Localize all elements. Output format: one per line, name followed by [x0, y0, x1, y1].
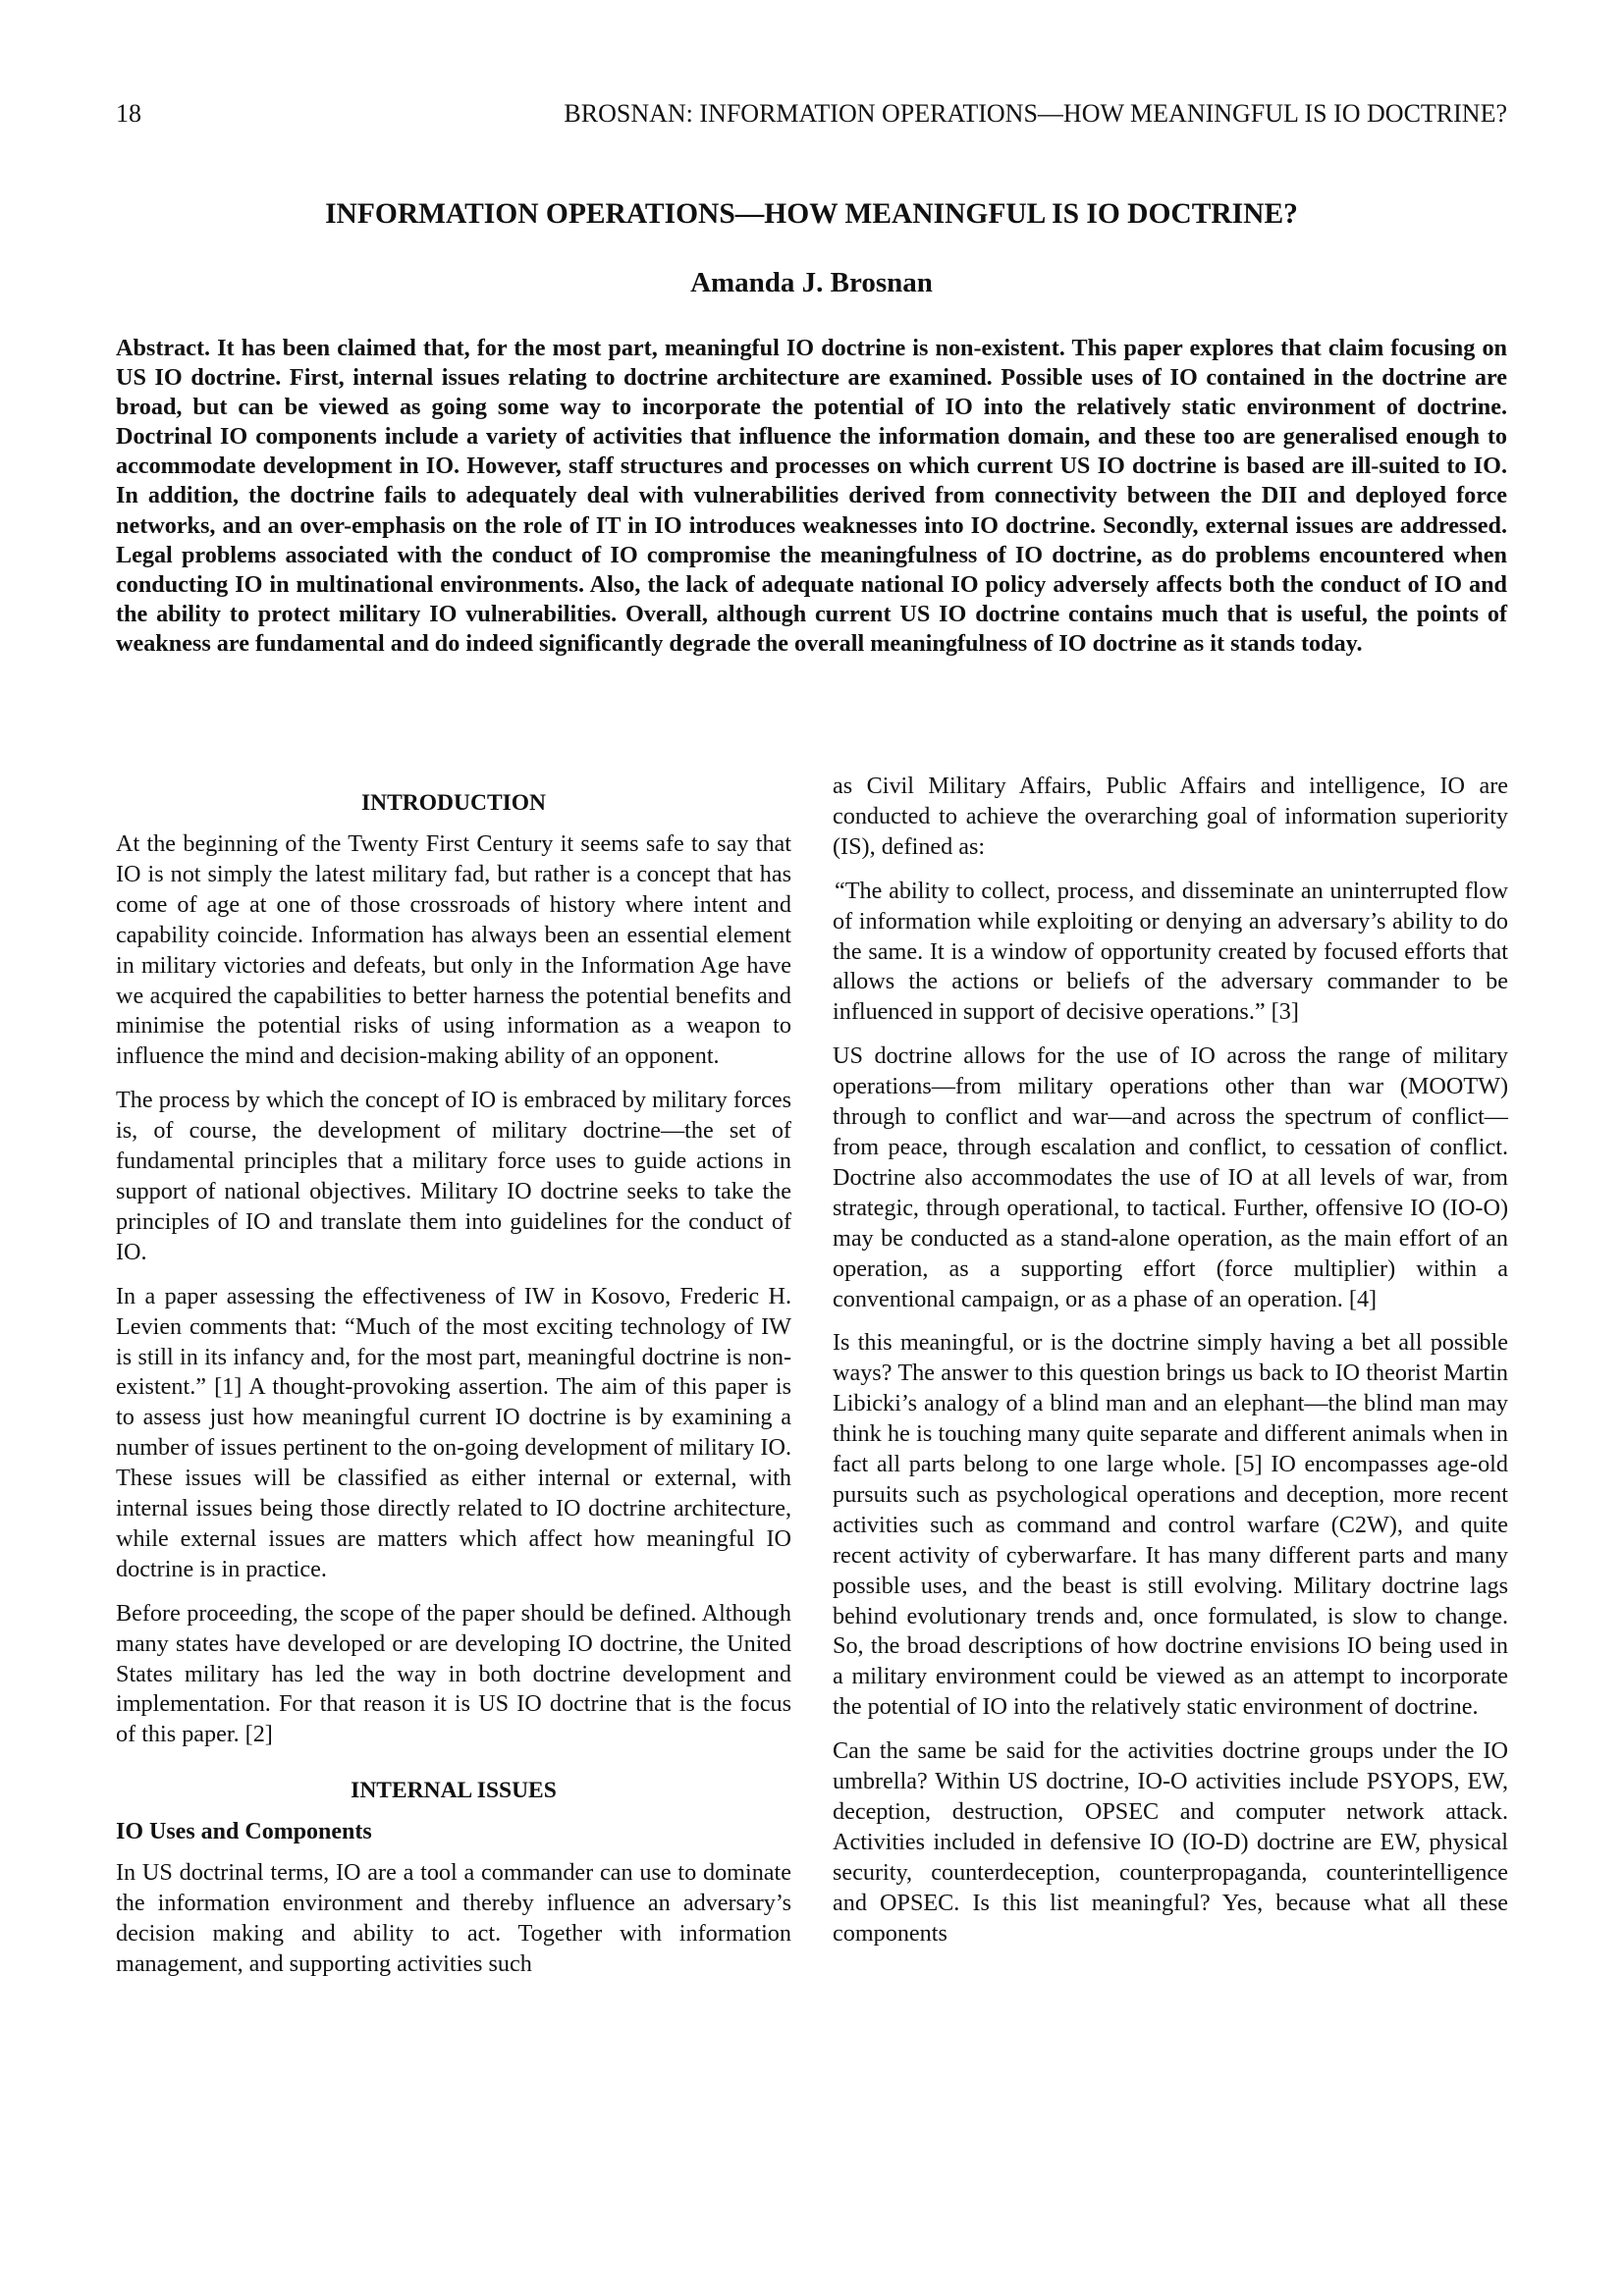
- right-column: [833, 772, 1508, 1963]
- paper-author: Amanda J. Brosnan: [690, 267, 933, 298]
- page-number: 18: [116, 99, 141, 128]
- body-paragraph: US doctrine allows for the use of IO across the range of military operations—from military operations other than war (MOOTW) through to conflict and war—and across the spectrum of conflict—from peace, through escalation and conflict, to cessation of conflict. Doctrine also accommodates the use of IO at all levels of war, from strategic, through operational, to tactical. Further, offensive IO (IO-O) may be conducted as a stand-alone operation, as the main effort of an operation, as a supporting effort (force multiplier) within a conventional campaign, or as a phase of an operation. [4]: [833, 1042, 1508, 1312]
- left-column: [116, 788, 791, 1994]
- body-paragraph: At the beginning of the Twenty First Century it seems safe to say that IO is not simply the latest military fad, but rather is a concept that has come of age at one of those crossroads of history where intent and capability coincide. Information has always been an essential element in military victories and defeats, but only in the Information Age have we acquired the capabilities to better harness the potential benefits and minimise the potential risks of using information as a weapon to influence the mind and decision-making ability of an opponent.: [116, 830, 791, 1070]
- body-paragraph: Can the same be said for the activities doctrine groups under the IO umbrella? Within US doctrine, IO-O activities include PSYOPS, EW, deception, destruction, OPSEC and computer network attack. Activities included in defensive IO (IO-D) doctrine are EW, physical security, counterdeception, counterpropaganda, counterintelligence and OPSEC. Is this list meaningful? Yes, because what all these components: [833, 1737, 1508, 1947]
- section-heading-introduction: INTRODUCTION: [360, 790, 547, 816]
- running-title: BROSNAN: INFORMATION OPERATIONS—HOW MEANINGFUL IS IO DOCTRINE?: [564, 99, 1507, 128]
- body-paragraph: In a paper assessing the effectiveness of IW in Kosovo, Frederic H. Levien comments that: “Much of the most exciting technology of IW is still in its infancy and, for the most part, meaningful doctrine is non-existent.” [1] A thought-provoking assertion. The aim of this paper is to assess just how meaningful current IO doctrine is by examining a number of issues pertinent to the on-going development of military IO. These issues will be classified as either internal or external, with internal issues being those directly related to IO doctrine architecture, while external issues are matters which affect how meaningful IO doctrine is in practice.: [116, 1282, 791, 1582]
- running-header: [116, 98, 1507, 130]
- block-quote: “The ability to collect, process, and disseminate an uninterrupted flow of information while exploiting or denying an adversary’s ability to do the same. It is a window of opportunity created by focused efforts that allows the actions or beliefs of the adversary commander to be influenced in support of decisive operations.” [3]: [833, 877, 1508, 1026]
- subheading-io-uses-components: IO Uses and Components: [116, 1819, 372, 1845]
- body-paragraph: In US doctrinal terms, IO are a tool a commander can use to dominate the information environment and thereby influence an adversary’s decision making and ability to act. Together with information management, and supporting activities such: [116, 1859, 791, 1977]
- body-paragraph: as Civil Military Affairs, Public Affairs and intelligence, IO are conducted to achieve the overarching goal of information superiority (IS), defined as:: [833, 773, 1508, 860]
- section-heading-internal-issues: INTERNAL ISSUES: [351, 1778, 557, 1804]
- body-paragraph: Is this meaningful, or is the doctrine simply having a bet all possible ways? The answer to this question brings us back to IO theorist Martin Libicki’s analogy of a blind man and an elephant—the blind man may think he is touching many quite separate and different animals when in fact all parts belong to one large whole. [5] IO encompasses age-old pursuits such as psychological operations and deception, more recent activities such as command and control warfare (C2W), and quite recent activity of cyberwarfare. It has many different parts and many possible uses, and the beast is still evolving. Military doctrine lags behind evolutionary trends and, once formulated, is slow to change. So, the broad descriptions of how doctrine envisions IO being used in a military environment could be viewed as an attempt to incorporate the potential of IO into the relatively static environment of doctrine.: [833, 1329, 1508, 1721]
- abstract: Abstract. It has been claimed that, for the most part, meaningful IO doctrine is non-existent. This paper explores that claim focusing on US IO doctrine. First, internal issues relating to doctrine architecture are examined. Possible uses of IO contained in the doctrine are broad, but can be viewed as going some way to incorporate the potential of IO into the relatively static environment of doctrine. Doctrinal IO components include a variety of activities that influence the information domain, and these too are generalised enough to accommodate development in IO. However, staff structures and processes on which current US IO doctrine is based are ill-suited to IO. In addition, the doctrine fails to adequately deal with vulnerabilities derived from connectivity between the DII and deployed force networks, and an over-emphasis on the role of IT in IO introduces weaknesses into IO doctrine. Secondly, external issues are addressed. Legal problems associated with the conduct of IO compromise the meaningfulness of IO doctrine, as do problems encountered when conducting IO in multinational environments. Also, the lack of adequate national IO policy adversely affects both the conduct of IO and the ability to protect military IO vulnerabilities. Overall, although current US IO doctrine contains much that is useful, the points of weakness are fundamental and do indeed significantly degrade the overall meaningfulness of IO doctrine as it stands today.: [116, 335, 1507, 657]
- paper-title: INFORMATION OPERATIONS—HOW MEANINGFUL IS IO DOCTRINE?: [325, 198, 1298, 230]
- body-paragraph: The process by which the concept of IO is embraced by military forces is, of course, the development of military doctrine—the set of fundamental principles that a military force uses to guide actions in support of national objectives. Military IO doctrine seeks to take the principles of IO and translate them into guidelines for the conduct of IO.: [116, 1087, 791, 1265]
- body-paragraph: Before proceeding, the scope of the paper should be defined. Although many states have developed or are developing IO doctrine, the United States military has led the way in both doctrine development and implementation. For that reason it is US IO doctrine that is the focus of this paper. [2]: [116, 1599, 791, 1748]
